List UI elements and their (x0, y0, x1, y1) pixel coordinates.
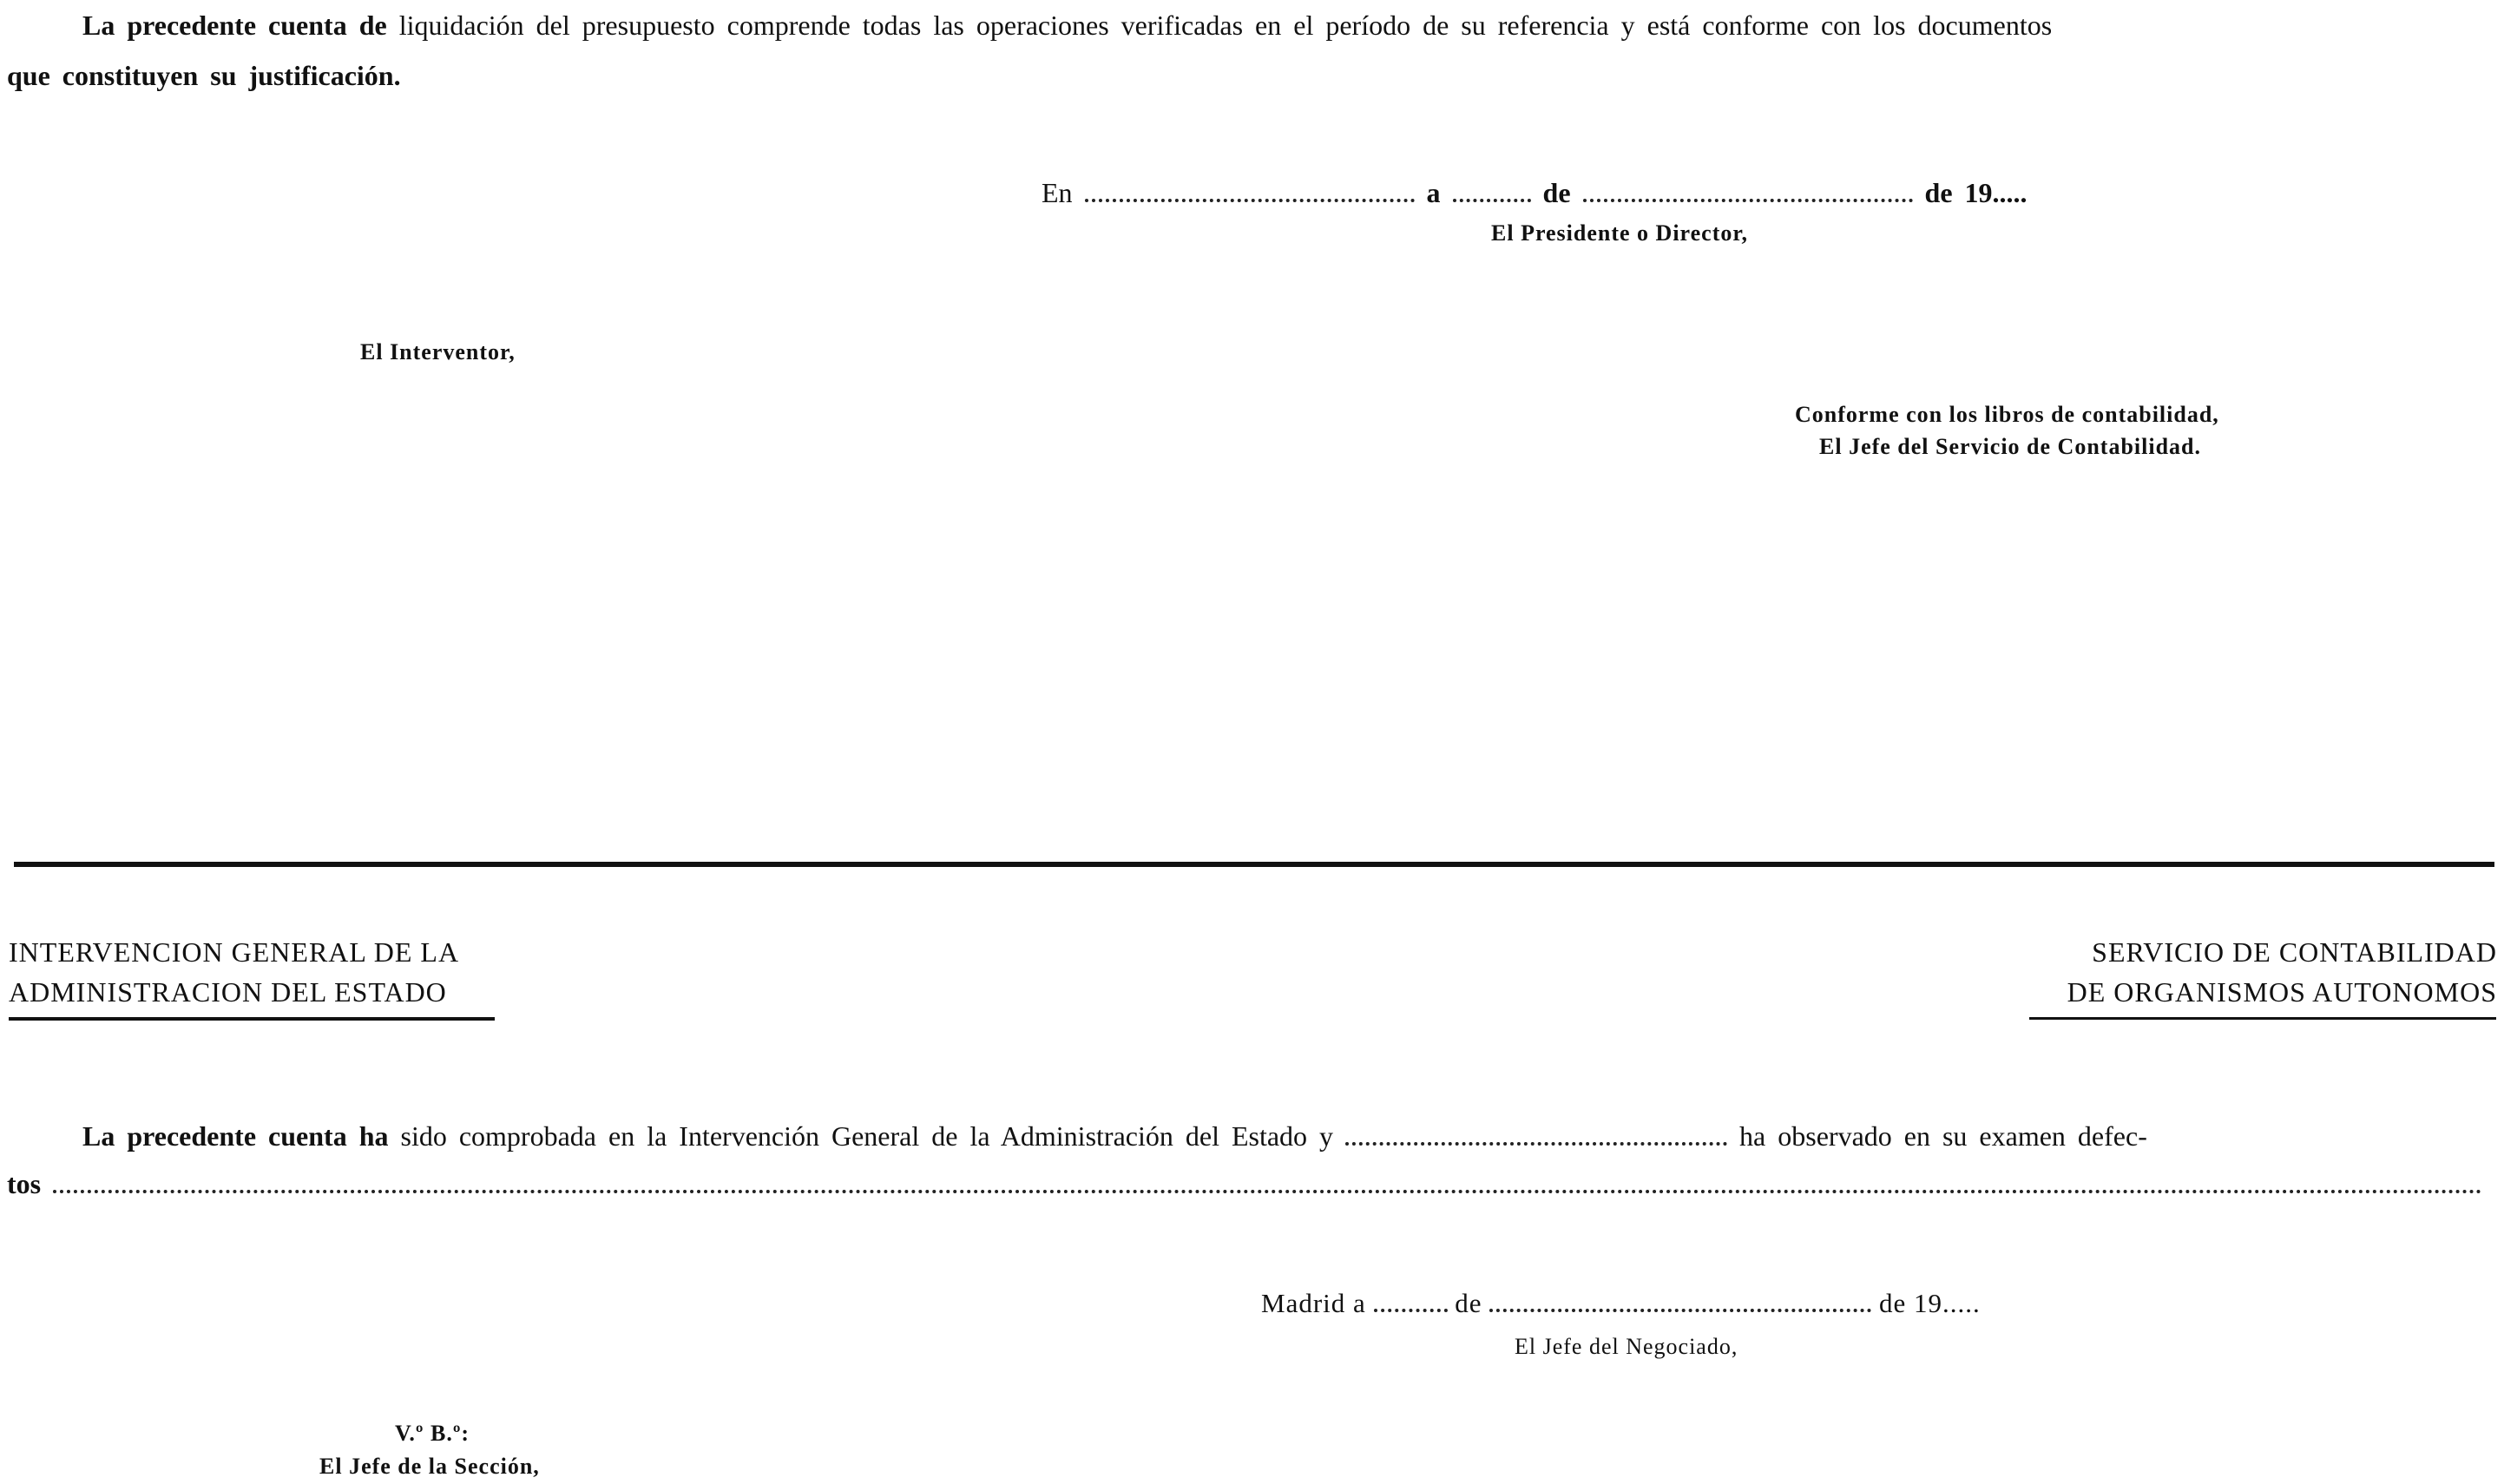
bottom-paragraph-bold-start: La precedente cuenta ha (82, 1120, 389, 1152)
bottom-paragraph-tos: tos (7, 1168, 42, 1199)
date-de-label: de (1542, 177, 1571, 208)
jefe-negociado-label: El Jefe del Negociado, (1515, 1334, 1738, 1359)
conforme-line2: El Jefe del Servicio de Contabilidad. (1819, 434, 2201, 459)
top-paragraph-bold-start: La precedente cuenta (82, 10, 347, 41)
top-paragraph-line2: que constituyen su justificación. (7, 60, 401, 91)
header-left (9, 932, 459, 1012)
header-right-underline (2029, 1017, 2496, 1020)
bottom-day-blank (1374, 1290, 1448, 1312)
bottom-paragraph-line1 (82, 1113, 2147, 1159)
date-a-label: a (1426, 177, 1441, 208)
header-left-underline (9, 1017, 495, 1021)
header-right-line1: SERVICIO DE CONTABILIDAD (2092, 936, 2497, 968)
header-left-line1: INTERVENCION GENERAL DE LA (9, 936, 460, 968)
vobo-label: V.º B.º: (395, 1421, 470, 1446)
section-divider (14, 862, 2494, 867)
header-left-line2: ADMINISTRACION DEL ESTADO (9, 976, 447, 1008)
bottom-month-blank (1489, 1290, 1871, 1312)
top-paragraph-text: liquidación del presupuesto comprende todas las operaciones verificadas en el período de su referencia y está conforme con los documentos (398, 10, 2053, 41)
bottom-paragraph-text-a: sido comprobada en la Intervención General de la Administración del Estado y (400, 1120, 1334, 1152)
month-blank (1583, 180, 1913, 202)
bottom-date-line (1261, 1288, 1981, 1319)
day-blank (1453, 180, 1531, 202)
bottom-de-label: de (1455, 1288, 1482, 1318)
place-blank (1085, 180, 1415, 202)
header-right-line2: DE ORGANISMOS AUTONOMOS (2067, 976, 2497, 1008)
presidente-label: El Presidente o Director, (1491, 220, 1749, 246)
top-paragraph-bold-de: de (358, 10, 387, 41)
top-date-line (1042, 169, 2028, 216)
bottom-paragraph-line2 (7, 1160, 2483, 1207)
conforme-line1: Conforme con los libros de contabilidad, (1795, 402, 2219, 427)
jefe-seccion-label: El Jefe de la Sección, (319, 1454, 540, 1479)
date-en-label: En (1042, 177, 1073, 208)
observation-blank (1345, 1123, 1727, 1146)
date-year-label: de 19..... (1924, 177, 2028, 208)
header-right (2067, 932, 2497, 1012)
interventor-label: El Interventor, (360, 339, 516, 364)
defects-blank (53, 1171, 2483, 1193)
bottom-year-label: de 19..... (1879, 1288, 1981, 1318)
top-paragraph-line1 (82, 2, 2052, 49)
bottom-paragraph-text-b: ha observado en su examen defec- (1739, 1120, 2147, 1152)
madrid-label: Madrid a (1261, 1288, 1366, 1318)
